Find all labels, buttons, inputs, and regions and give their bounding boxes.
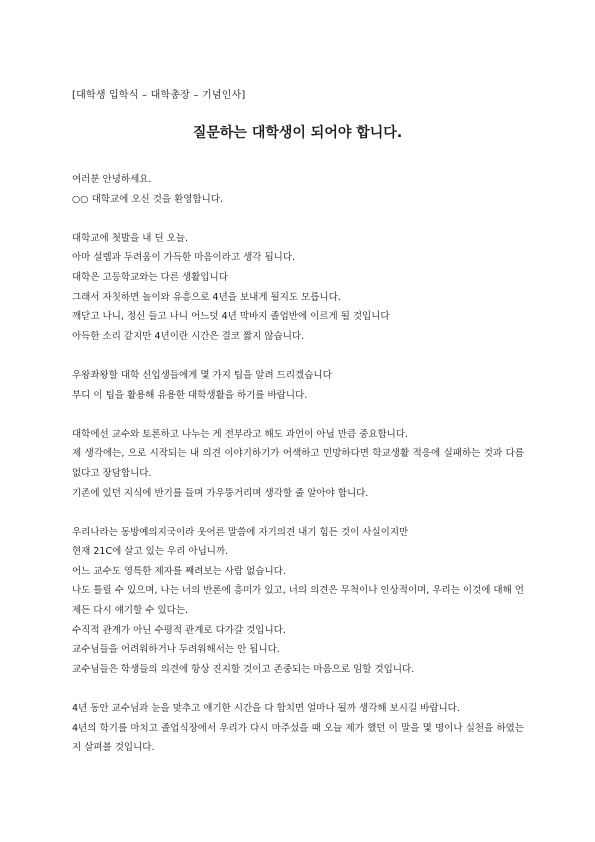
paragraph-line: 아득한 소리 같지만 4년이란 시간은 결코 짧지 않습니다. (72, 330, 305, 342)
paragraph (72, 523, 524, 680)
paragraph-line: 대학교에 첫발을 내 딘 오늘. (72, 232, 189, 244)
paragraph-line: 4년의 학기를 마치고 졸업식장에서 우리가 다시 마주섰을 때 오늘 제가 했던 이 말을 몇 명이나 실천을 하였는지 살펴볼 것입니다. (72, 722, 524, 754)
paragraph (72, 170, 524, 209)
paragraph-line: 제 생각에는, 으로 시작되는 내 의견 이야기하기가 어색하고 민망하다면 학교생활 적응에 실패하는 것과 다름없다고 장담합니다. (72, 448, 524, 479)
document-title: 질문하는 대학생이 되어야 합니다. (192, 125, 403, 141)
paragraph-line: 기존에 있던 지식에 반기를 들며 가우뚱거리며 생각할 줄 알아야 합니다. (72, 487, 369, 499)
document-header: [대학생 입학식 – 대학총장 – 기념인사] (72, 90, 246, 101)
paragraph-line: 여러분 안녕하세요. (72, 174, 152, 185)
paragraph-line: 4년 동안 교수님과 눈을 맞추고 얘기한 시간을 다 합치면 얼마나 될까 생각해 보시길 바랍니다. (72, 703, 460, 715)
paragraph-line: 깨닫고 나니, 정신 들고 나니 어느덧 4년 막바지 졸업반에 이르게 될 것입니다 (72, 311, 390, 323)
paragraph (72, 425, 524, 503)
paragraph-line: 나도 틀릴 수 있으며, 나는 너의 반론에 흥미가 있고, 너의 의견은 무척이나 인상적이며, 우리는 이것에 대해 언제든 다시 얘기할 수 있다는. (72, 585, 524, 617)
paragraph-line: 현재 21C에 살고 있는 우리 아닙니까. (72, 546, 229, 558)
document-body (72, 170, 524, 777)
paragraph-line: 우리나라는 동방예의지국이라 웃어른 말씀에 자기의견 내기 힘든 것이 사실이지만 (72, 526, 409, 538)
paragraph-line: 아마 설렘과 두려움이 가득한 마음이라고 생각 됩니다. (72, 252, 296, 264)
paragraph-line: 어느 교수도 영특한 제자를 째려보는 사람 없습니다. (72, 565, 286, 577)
paragraph (72, 229, 524, 347)
paragraph (72, 699, 524, 758)
paragraph (72, 366, 524, 405)
paragraph-line: 수직적 관계가 아닌 수평적 관계로 다가갈 것입니다. (72, 624, 286, 636)
paragraph-line: 대학에선 교수와 토론하고 나누는 게 전부라고 해도 과언이 아닐 만큼 중요합니다. (72, 428, 409, 440)
paragraph-line: ○○ 대학교에 오신 것을 환영합니다. (72, 193, 223, 205)
paragraph-line: 교수님들은 학생들의 의견에 항상 진지할 것이고 존중되는 마음으로 임할 것입니다. (72, 663, 415, 675)
paragraph-line: 교수님들을 어려워하거나 두려워해서는 안 됩니다. (72, 644, 280, 656)
paragraph-line: 그래서 자칫하면 놀이와 유흥으로 4년을 보내게 될지도 모릅니다. (72, 291, 341, 303)
paragraph-line: 우왕좌왕할 대학 신입생들에게 몇 가지 팁을 알려 드리겠습니다 (72, 369, 332, 381)
paragraph-line: 부디 이 팁을 활용해 유용한 대학생활을 하기를 바랍니다. (72, 389, 308, 401)
paragraph-line: 대학은 고등학교와는 다른 생활입니다 (72, 271, 228, 283)
